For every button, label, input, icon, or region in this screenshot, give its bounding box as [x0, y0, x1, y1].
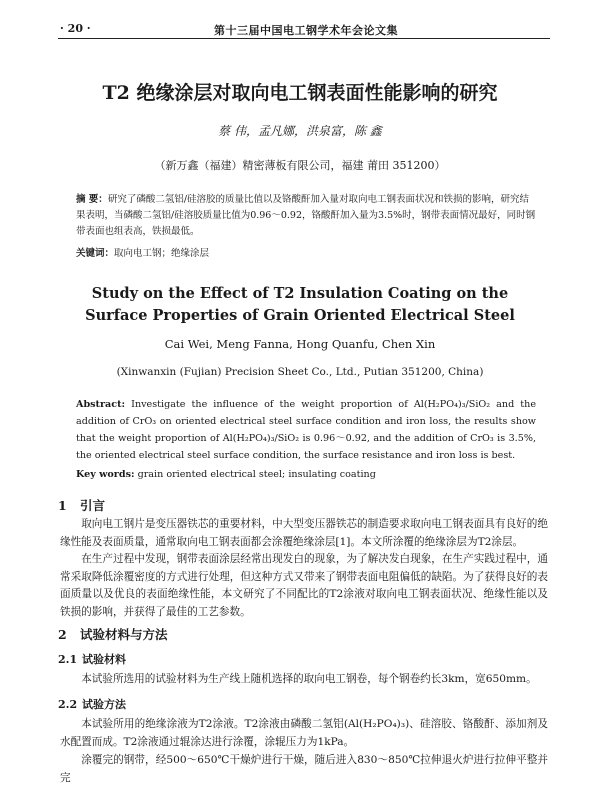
section-1-heading — [58, 496, 105, 514]
section-1-title: 引言 — [80, 498, 106, 513]
cn-keywords-text: 取向电工钢；绝缘涂层 — [114, 248, 210, 259]
section-1-paragraph-1: 取向电工钢片是变压器铁芯的重要材料，中大型变压器铁芯的制造要求取向电工钢表面具有良好的绝缘性能及表面质量，通常取向电工钢表面都会涂覆绝缘涂层[1]。本文所涂覆的绝缘涂层为T2涂层。 — [60, 518, 548, 548]
cn-abstract — [76, 192, 536, 240]
cn-affiliation: （新万鑫（福建）精密薄板有限公司，福建 莆田 351200） — [154, 159, 446, 172]
en-affiliation: (Xinwanxin (Fujian) Precision Sheet Co., Ltd., Putian 351200, China) — [116, 366, 484, 378]
en-authors: Cai Wei, Meng Fanna, Hong Quanfu, Chen Xin — [164, 337, 436, 351]
en-keywords — [76, 469, 376, 480]
section-2-number: 2 — [58, 627, 67, 642]
en-title — [0, 283, 600, 327]
subsection-2-1-heading — [58, 651, 126, 667]
cn-authors: 蔡 伟，孟凡娜，洪泉富，陈 鑫 — [218, 124, 382, 138]
en-keywords-text: grain oriented electrical steel; insulating coating — [137, 469, 376, 480]
en-title-line1: Study on the Effect of T2 Insulation Coating on the — [91, 285, 509, 302]
subsection-2-2-heading — [58, 696, 126, 712]
running-title: 第十三届中国电工钢学术年会论文集 — [214, 24, 398, 37]
header-rule — [58, 38, 550, 39]
subsection-2-2-paragraph-2: 涂覆完的钢带，经500～650℃干燥炉进行干燥，随后进入830～850℃拉伸退火炉进行拉伸平整并完 — [60, 754, 548, 784]
subsection-2-2-paragraph-1: 本试验所用的绝缘涂液为T2涂液。T2涂液由磷酸二氢铝(Al(H₂PO₄)₃)、硅溶胶、铬酸酐、添加剂及水配置而成。T2涂液通过辊涂达进行涂覆，涂辊压力为1kPa。 — [60, 718, 548, 748]
subsection-2-2-title: 试验方法 — [82, 698, 126, 711]
cn-title: T2 绝缘涂层对取向电工钢表面性能影响的研究 — [102, 82, 498, 104]
cn-keywords — [76, 245, 209, 259]
subsection-2-1-title: 试验材料 — [82, 653, 126, 666]
cn-keywords-label: 关键词： — [76, 248, 115, 259]
en-title-line2: Surface Properties of Grain Oriented Electrical Steel — [85, 307, 515, 324]
cn-abstract-label: 摘 要： — [76, 194, 108, 205]
section-1-number: 1 — [58, 498, 67, 513]
cn-abstract-text: 研究了磷酸二氢铝/硅溶胶的质量比值以及铬酸酐加入量对取向电工钢表面状况和铁损的影响，研究结果表明，当磷酸二氢铝/硅溶胶质量比值为0.96～0.92，铬酸酐加入量为3.5%时，钢带表面情况最好，同时钢带表面也组表高，铁损最低。 — [76, 194, 536, 237]
en-abstract — [76, 396, 536, 464]
en-abstract-label: Abstract: — [76, 399, 126, 410]
subsection-2-1-number: 2.1 — [58, 653, 78, 666]
subsection-2-1-paragraph: 本试验所选用的试验材料为生产线上随机选择的取向电工钢卷，每个钢卷约长3km，宽650mm。 — [81, 673, 537, 685]
page-number: · 20 · — [60, 22, 91, 35]
subsection-2-2-number: 2.2 — [58, 698, 78, 711]
section-2-title: 试验材料与方法 — [80, 627, 168, 642]
en-abstract-text: Investigate the influence of the weight proportion of Al(H₂PO₄)₃/SiO₂ and the addition of CrO₃ on oriented electrical steel surface condition and iron loss, the results show that the weight proportion of Al(H₂PO₄)₃/SiO₂ is 0.96～0.92, and the addition of CrO₃ is 3.5%, the oriented electrical steel surface condition, the surface resistance and iron loss is best. — [76, 399, 536, 461]
section-1-paragraph-2: 在生产过程中发现，钢带表面涂层经常出现发白的现象，为了解决发白现象，在生产实践过程中，通常采取降低涂覆密度的方式进行处理，但这种方式又带来了钢带表面电阻偏低的缺陷。为了获得良好的表面质量以及优良的表面绝缘性能，本文研究了不同配比的T2涂液对取向电工钢表面状况、绝缘性能以及铁损的影响，并获得了最佳的工艺参数。 — [60, 553, 548, 618]
en-keywords-label: Key words: — [76, 469, 135, 480]
section-2-heading — [58, 625, 168, 643]
